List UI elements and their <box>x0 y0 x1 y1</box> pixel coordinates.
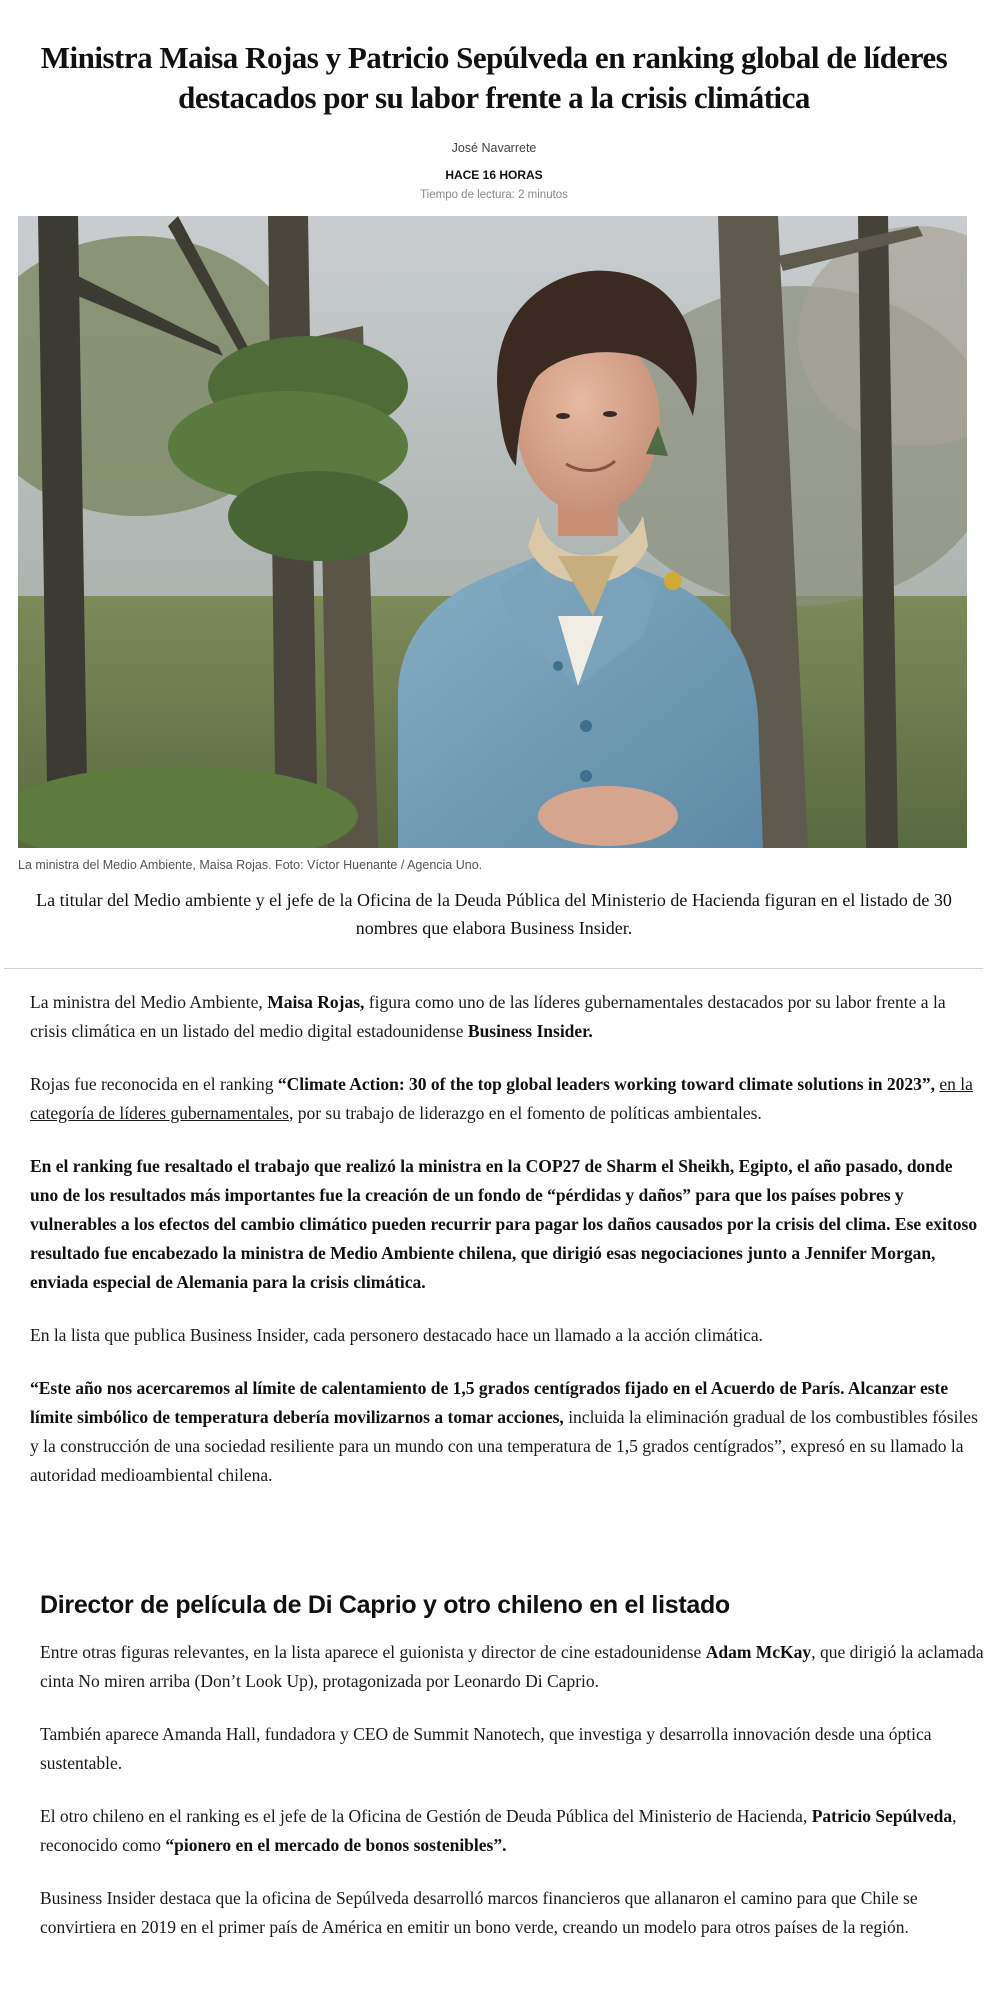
reading-time: Tiempo de lectura: 2 minutos <box>420 189 568 201</box>
article-photo <box>18 216 967 848</box>
article-lead: La titular del Medio ambiente y el jefe de la Oficina de la Deuda Pública del Ministerio de Hacienda figuran en el listado de 30 nombres que elabora Business Insider. <box>36 890 952 938</box>
paragraph-9: Business Insider destaca que la oficina de Sepúlveda desarrolló marcos financieros que allanaron el camino para que Chile se convirtiera en 2019 en el primer país de América en emitir un bono verde, creando un modelo para otros países de la región. <box>40 1888 918 1937</box>
photo-illustration <box>18 216 967 848</box>
paragraph-6: Entre otras figuras relevantes, en la lista aparece el guionista y director de cine estadounidense Adam McKay, que dirigió la aclamada cinta No miren arriba (Don’t Look Up), protagonizada por Leonardo Di Caprio. <box>40 1642 984 1691</box>
paragraph-4: En la lista que publica Business Insider, cada personero destacado hace un llamado a la acción climática. <box>30 1325 764 1345</box>
paragraph-1: La ministra del Medio Ambiente, Maisa Rojas, figura como uno de las líderes gubernamentales destacados por su labor frente a la crisis climática en un listado del medio digital estadounidense Business Insider. <box>30 992 946 1041</box>
government-leaders-link[interactable]: en la categoría de líderes gubernamentales <box>30 1074 973 1123</box>
paragraph-7: También aparece Amanda Hall, fundadora y CEO de Summit Nanotech, que investiga y desarrolla innovación desde una óptica sustentable. <box>40 1724 932 1773</box>
publish-timestamp: HACE 16 HORAS <box>445 168 543 182</box>
paragraph-8: El otro chileno en el ranking es el jefe de la Oficina de Gestión de Deuda Pública del Ministerio de Hacienda, Patricio Sepúlveda, reconocido como “pionero en el mercado de bonos sostenibles”. <box>40 1806 957 1855</box>
paragraph-2: Rojas fue reconocida en el ranking “Climate Action: 30 of the top global leaders working toward climate solutions in 2023”, en la categoría de líderes gubernamentales, por su trabajo de liderazgo en el fomento de políticas ambientales. <box>30 1074 973 1123</box>
article-body-continued <box>40 1638 985 1966</box>
section-subheading: Director de película de Di Caprio y otro chileno en el listado <box>40 1591 730 1619</box>
article-headline: Ministra Maisa Rojas y Patricio Sepúlveda en ranking global de líderes destacados por su labor frente a la crisis climática <box>40 40 948 115</box>
paragraph-5: “Este año nos acercaremos al límite de calentamiento de 1,5 grados centígrados fijado en el Acuerdo de París. Alcanzar este límite simbólico de temperatura debería movilizarnos a tomar acciones, incluida la eliminación gradual de los combustibles fósiles y la construcción de una sociedad resiliente para un mundo con una temperatura de 1,5 grados centígrados”, expresó en su llamado la autoridad medioambiental chilena. <box>30 1378 978 1485</box>
author-name[interactable]: José Navarrete <box>451 141 537 155</box>
paragraph-3: En el ranking fue resaltado el trabajo que realizó la ministra en la COP27 de Sharm el Sheikh, Egipto, el año pasado, donde uno de los resultados más importantes fue la creación de un fondo de “pérdidas y daños” para que los países pobres y vulnerables a los efectos del cambio climático pueden recurrir para pagar los daños causados por la crisis del clima. Ese exitoso resultado fue encabezado la ministra de Medio Ambiente chilena, que dirigió esas negociaciones junto a Jennifer Morgan, enviada especial de Alemania para la crisis climática. <box>30 1156 978 1292</box>
section-divider <box>4 968 983 969</box>
photo-caption: La ministra del Medio Ambiente, Maisa Rojas. Foto: Víctor Huenante / Agencia Uno. <box>18 858 483 872</box>
article-body <box>30 988 978 1490</box>
